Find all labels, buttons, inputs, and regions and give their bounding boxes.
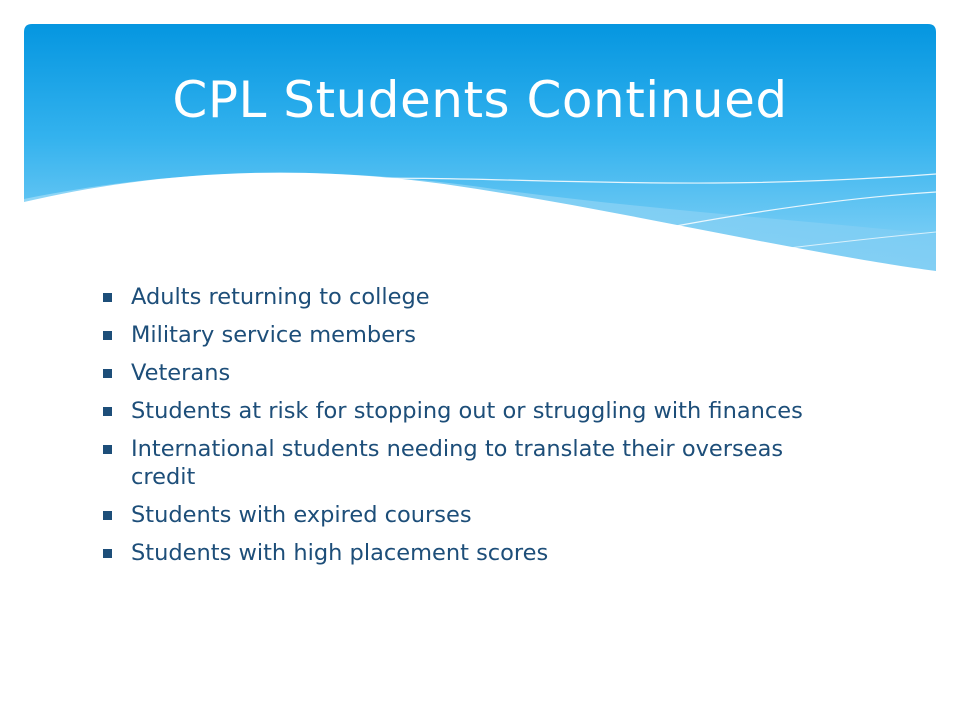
bullet-text: International students needing to translate their overseas credit bbox=[131, 436, 784, 490]
bullet-text: Adults returning to college bbox=[131, 284, 430, 310]
square-bullet-icon bbox=[103, 549, 112, 558]
square-bullet-icon bbox=[103, 445, 112, 454]
bullet-text: Students with expired courses bbox=[131, 502, 472, 528]
bullet-text: Students at risk for stopping out or struggling with finances bbox=[131, 398, 803, 424]
bullet-item bbox=[100, 501, 820, 529]
bullet-text: Veterans bbox=[131, 360, 231, 386]
slide-title: CPL Students Continued bbox=[172, 71, 788, 129]
bullet-item bbox=[100, 283, 820, 311]
header-banner bbox=[24, 24, 936, 274]
square-bullet-icon bbox=[103, 331, 112, 340]
bullet-item bbox=[100, 321, 820, 349]
square-bullet-icon bbox=[103, 369, 112, 378]
bullet-text: Students with high placement scores bbox=[131, 540, 549, 566]
bullet-item bbox=[100, 397, 820, 425]
square-bullet-icon bbox=[103, 511, 112, 520]
square-bullet-icon bbox=[103, 293, 112, 302]
bullet-item bbox=[100, 435, 820, 491]
bullet-text: Military service members bbox=[131, 322, 417, 348]
square-bullet-icon bbox=[103, 407, 112, 416]
bullet-item bbox=[100, 539, 820, 567]
bullet-list bbox=[100, 283, 820, 577]
bullet-item bbox=[100, 359, 820, 387]
